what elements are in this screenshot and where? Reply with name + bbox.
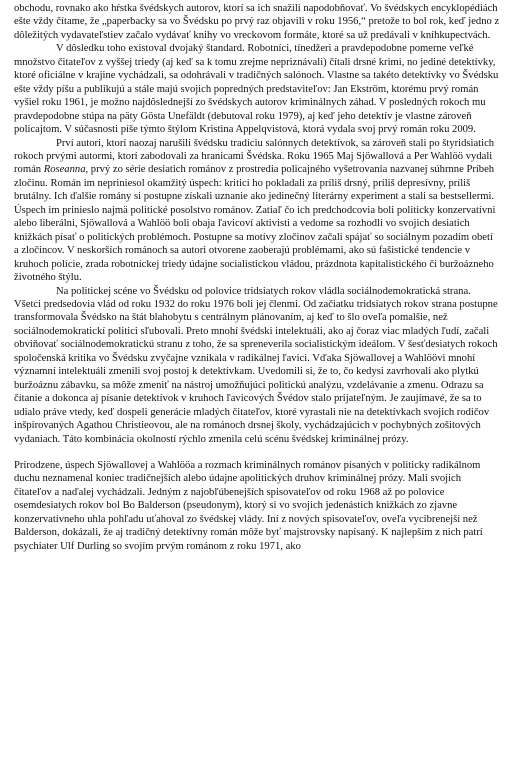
paragraph-5: Prirodzene, úspech Sjöwallovej a Wahlööa a rozmach kriminálnych románov písaných v politicky radikálnom duchu neznamenal koniec tradičnejších alebo údajne apolitických druhov kriminálnej prózy. Mali svojich čitateľov a naďalej vychádzali. Jedným z najobľúbenejších spisovateľov od roku 1968 až po polovice osemdesiatych rokov bol Bo Balderson (pseudonym), ktorý si vo svojich jedenástich knižkách zo zjavne konzervatívneho uhla pohľadu uťahoval zo švédskej vlády. Iní z nových spisovateľov, oveľa vycibrenejší než Balderson, dokázali, že aj tradičný detektívny román môže byť majstrovsky napísaný. K najlepším z nich patrí psychiater Ulf Durling so svojím prvým románom z roku 1971, ako [14, 459, 483, 552]
paragraph-3-text-after: , prvý zo série desiatich románov z prostredia policajného vyšetrovania nazvanej súhrnne Príbeh zločinu. Román im nepriniesol okamžitý úspech: kritici ho pokladali za príliš drsný, príliš depresívny, príliš brutálny. Ich ďalšie romány si postupne získali uznanie ako jedinečný literárny experiment a stali sa bestsellermi. Úspech im prinieslo najmä politické posolstvo románov. Zatiaľ čo ich predchodcovia boli politicky konzervatívni alebo liberálni, Sjöwallová a Wahlöö boli obaja ľavicoví aktivisti a vedome sa rozhodli vo svojich desiatich knižkách písať o politických problémoch. Postupne sa motívy zločinov začali spájať so sociálnym pozadím obetí a zločincov. V neskorších románoch sa autori otvorene zaoberajú problémami, ako sú fašistické tendencie v kruhoch polície, zrada robotníckej triedy údajne socialistickou vládou, prázdnota kapitalistického či buržoázneho životného štýlu. [14, 164, 496, 284]
paragraph-2: V dôsledku toho existoval dvojaký štandard. Robotníci, tínedžeri a pravdepodobne pomerne veľké množstvo čitateľov z vyššej triedy (aj keď sa k tomu zrejme nepriznávali) čítali drsné krimi, no jediné detektívky, ktoré oficiálne v krajine vychádzali, sa odohrávali v tradičných salónoch. Vlastne sa takéto detektívky vo Švédsku ešte vždy píšu a publikujú a stále majú svojich popredných predstaviteľov: Jan Ekström, ktorému prvý román vyšiel roku 1961, je možno najdôslednejší zo švédskych autorov kriminálnych záhad. V posledných rokoch mu pravdepodobne stúpa na päty Gösta Unefäldt (debutoval roku 1979), aj keď jeho detektív je vlastne zároveň policajtom. V súčasnosti píše týmto štýlom Kristina Appelqvistová, ktorá vydala svoj prvý román roku 2009. [14, 43, 499, 136]
paragraph-4: Na politickej scéne vo Švédsku od polovice tridsiatych rokov vládla sociálnodemokratická strana. Všetci predsedovia vlád od roku 1932 do roku 1976 boli jej členmi. Od začiatku tridsiatych rokov strana postupne transformovala Švédsko na štát blahobytu s centrálnym plánovaním, aj keď to šlo oveľa pomalšie, než sociálnodemokratickí politici sľubovali. Preto mnohí švédski intelektuáli, ako aj čoraz viac mladých ľudí, začali obviňovať sociálnodemokratickú stranu z toho, že sa spreneverila socialistickým ideálom. V šesťdesiatych rokoch spoločenská kritika vo Švédsku zvyčajne vznikala v radikálnej ľavici. Vďaka Sjöwallovej a Wahlöövi mnohí významní intelektuáli zmenili svoj postoj k detektívkam. Uvedomili si, že to, čo kedysi zavrhovali ako plytkú buržoáznu zábavku, sa môže zmeniť na nástroj umožňujúci politickú analýzu, vzdelávanie a zmenu. Odrazu sa čítanie a dokonca aj písanie detektívok v kruhoch ľavicových Švédov stalo prijateľným. Je zaujímavé, že sa to udialo práve vtedy, keď dospeli generácie mladých čitateľov, ktoré vyrastali nie na detektívkach svojich rodičov inšpirovaných Agathou Christieovou, ale na románoch drsnej školy, vychádzajúcich v pochybných zošitových vydaniach. Táto kombinácia okolností rýchlo zmenila celú scénu švédskej kriminálnej prózy. [14, 285, 498, 445]
paragraph-1: obchodu, rovnako ako hŕstka švédskych autorov, ktorí sa ich snažili napodobňovať. Vo švédskych encyklopédiách ešte vždy čítame, že „paperbacky sa vo Švédsku po prvý raz objavili v roku 1956,“ pretože to bol rok, keď jedno z dôležitých vydavateľstiev začalo vydávať knihy vo vreckovom formáte, ktoré sa už predávali v kníhkupectvách. [14, 3, 500, 41]
document-page [14, 2, 500, 553]
paragraph-3-text-before: Prví autori, ktorí naozaj narušili švédsku tradíciu salónnych detektívok, sa zároveň stali po štyridsiatich rokoch prvými autormi, ktorí zabodovali za hranicami Švédska. Roku 1965 Maj Sjöwallová a Per Wahlöö vydali román [14, 137, 495, 176]
paragraph-3 [14, 137, 500, 285]
book-title-roseanna: Roseanna [43, 164, 86, 176]
